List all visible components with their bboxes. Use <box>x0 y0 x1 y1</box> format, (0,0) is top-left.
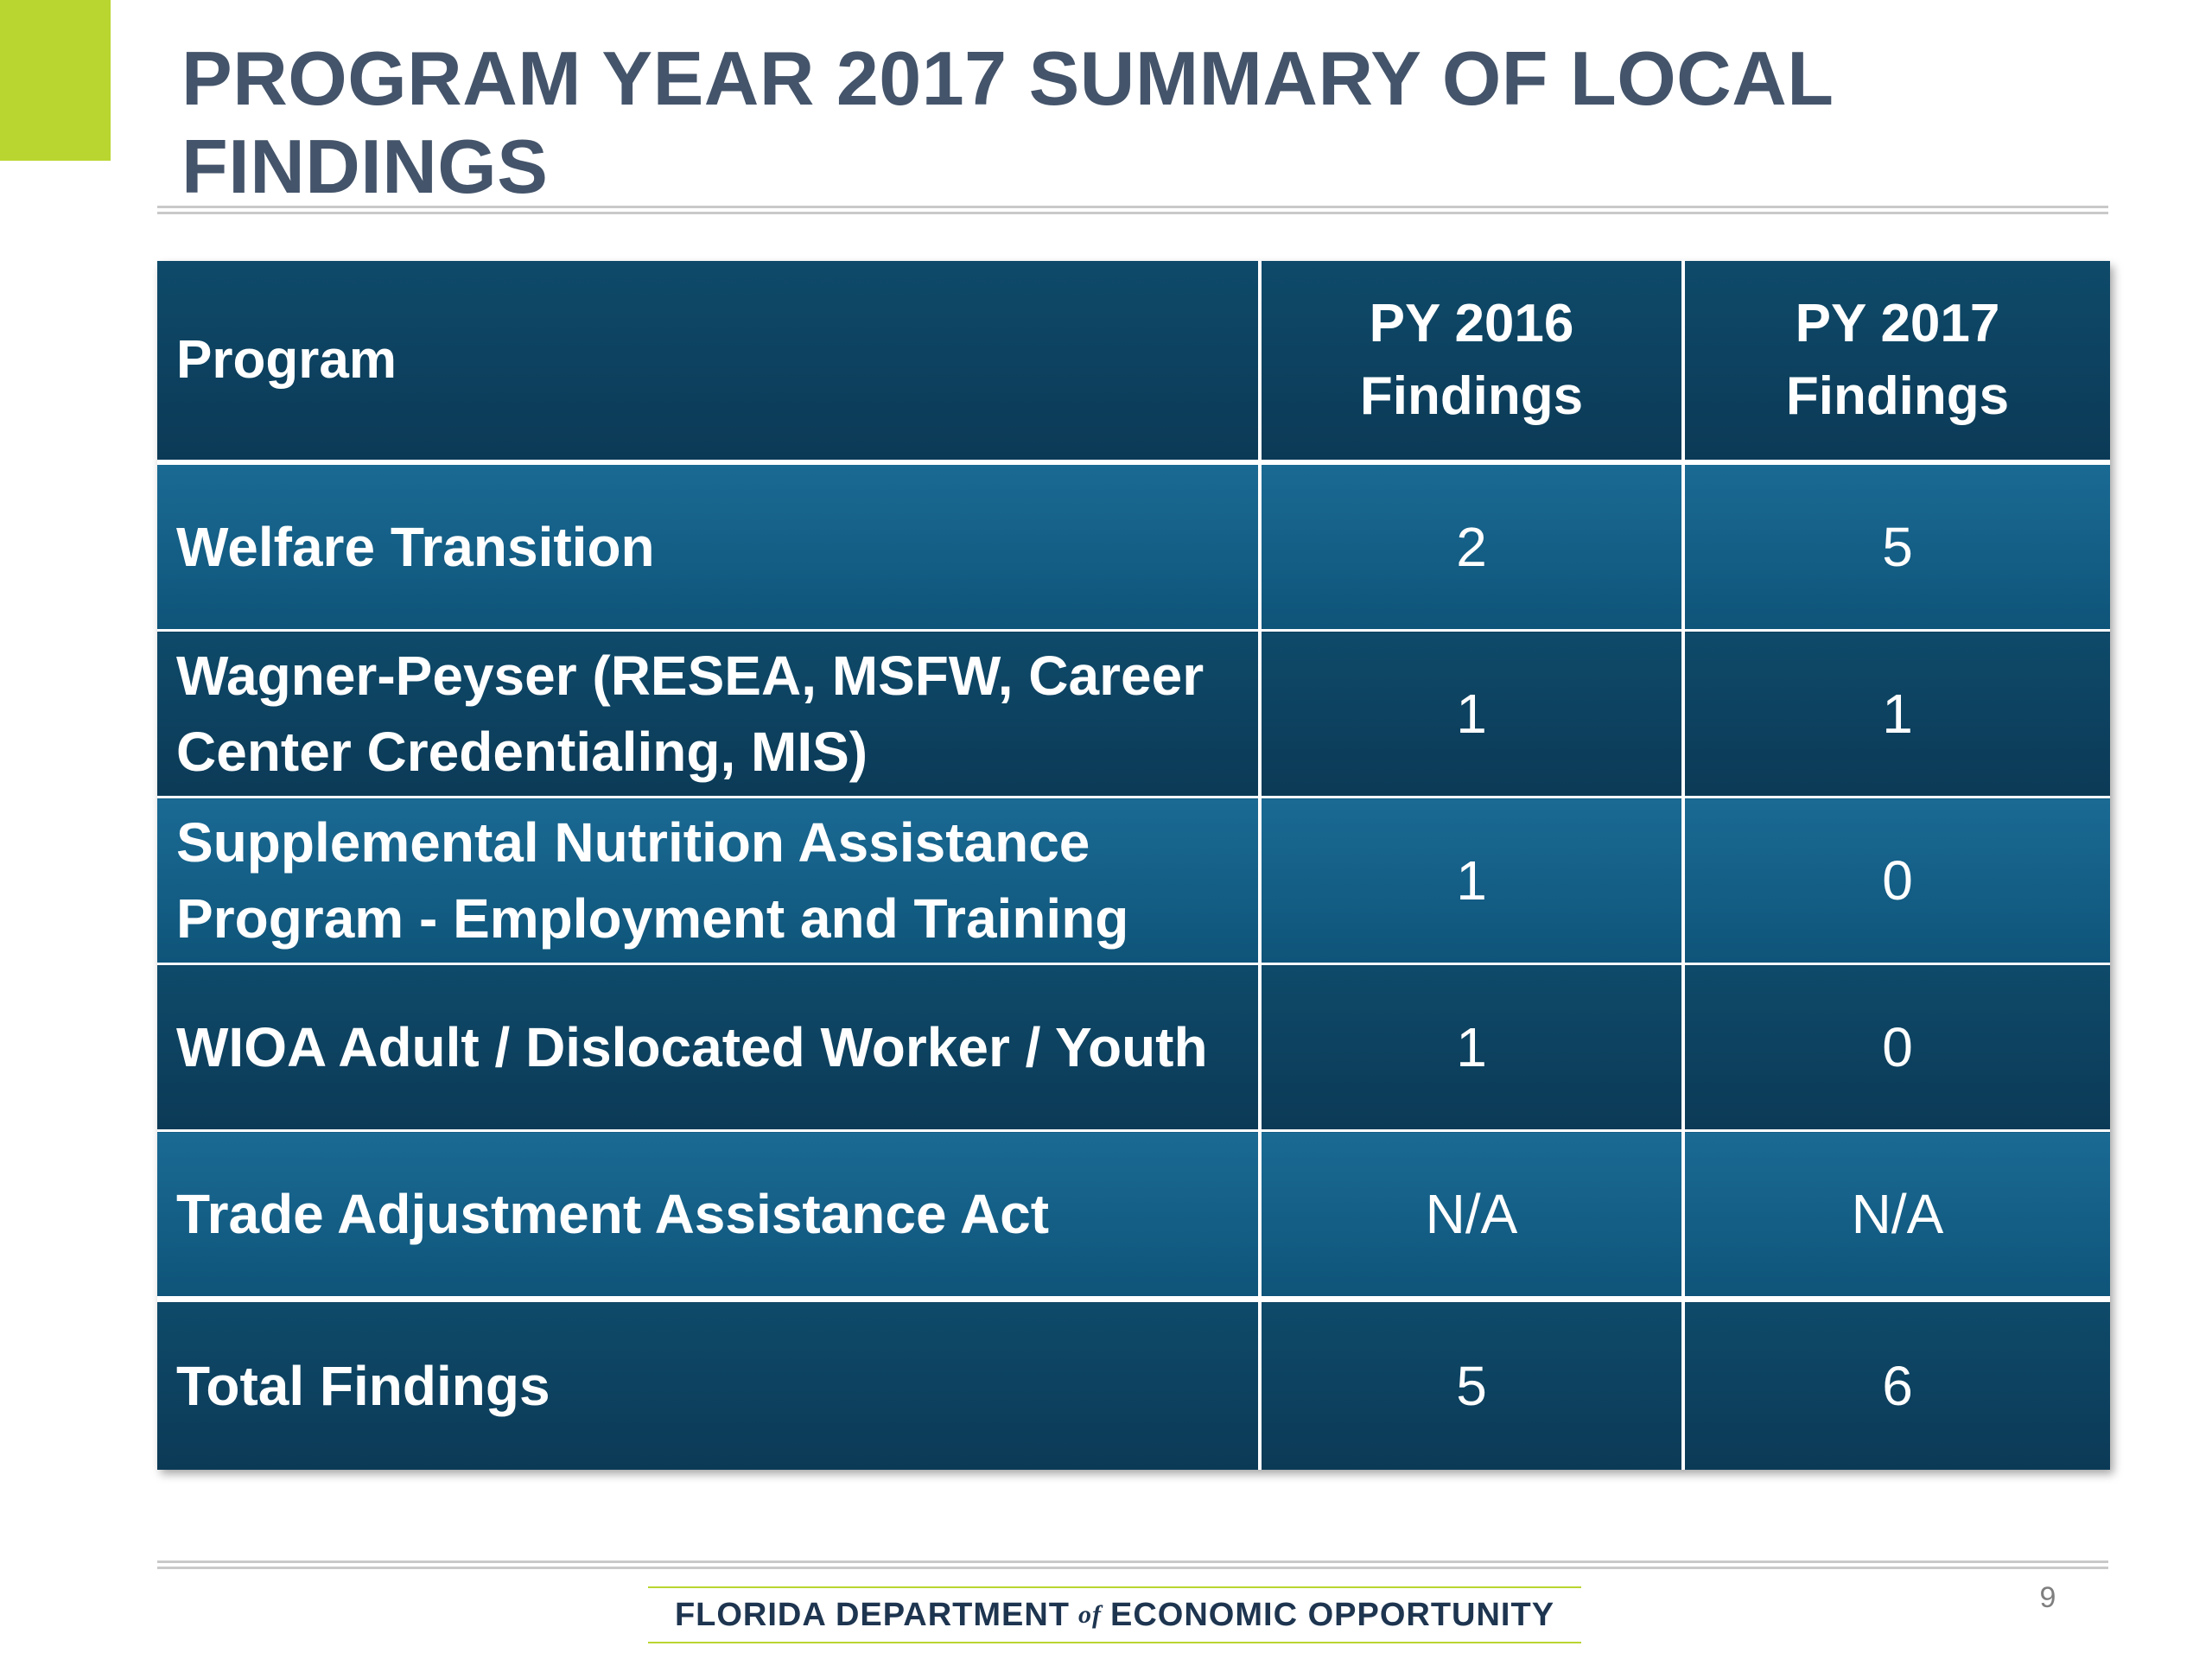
title-divider <box>157 206 2108 214</box>
footer-logo-text <box>648 1586 1581 1643</box>
py2016-value: 1 <box>1260 631 1683 798</box>
py2016-value: 1 <box>1260 964 1683 1131</box>
table-total-row <box>157 1300 2110 1471</box>
py2016-value: 1 <box>1260 798 1683 964</box>
footer-divider <box>157 1560 2108 1569</box>
table-row <box>157 964 2110 1131</box>
accent-block <box>0 0 111 161</box>
header-program: Program <box>157 261 1260 462</box>
py2017-value: 0 <box>1683 798 2110 964</box>
total-py2017: 6 <box>1683 1300 2110 1471</box>
py2017-value: N/A <box>1683 1131 2110 1300</box>
header-py2016: PY 2016 Findings <box>1260 261 1683 462</box>
py2017-value: 1 <box>1683 631 2110 798</box>
slide-title: PROGRAM YEAR 2017 SUMMARY OF LOCAL FINDINGS <box>181 35 1833 209</box>
table-header-row <box>157 261 2110 462</box>
py2017-value: 5 <box>1683 462 2110 631</box>
findings-table-container <box>157 261 2110 1469</box>
footer-org-right: ECONOMIC OPPORTUNITY <box>1110 1597 1555 1633</box>
footer-org-left: FLORIDA DEPARTMENT <box>674 1597 1071 1633</box>
page-number: 9 <box>2039 1581 2056 1614</box>
table-row <box>157 631 2110 798</box>
table-row <box>157 798 2110 964</box>
program-name: Trade Adjustment Assistance Act <box>157 1131 1260 1300</box>
program-name: WIOA Adult / Dislocated Worker / Youth <box>157 964 1260 1131</box>
program-name: Welfare Transition <box>157 462 1260 631</box>
header-py2017: PY 2017 Findings <box>1683 261 2110 462</box>
py2016-value: N/A <box>1260 1131 1683 1300</box>
program-name: Wagner-Peyser (RESEA, MSFW, Career Center Credentialing, MIS) <box>157 631 1260 798</box>
footer-org-of: of <box>1078 1600 1103 1629</box>
total-py2016: 5 <box>1260 1300 1683 1471</box>
table-row <box>157 1131 2110 1300</box>
table-row <box>157 462 2110 631</box>
findings-table <box>157 261 2110 1470</box>
py2017-value: 0 <box>1683 964 2110 1131</box>
program-name: Supplemental Nutrition Assistance Program - Employment and Training <box>157 798 1260 964</box>
total-label: Total Findings <box>157 1300 1260 1471</box>
py2016-value: 2 <box>1260 462 1683 631</box>
